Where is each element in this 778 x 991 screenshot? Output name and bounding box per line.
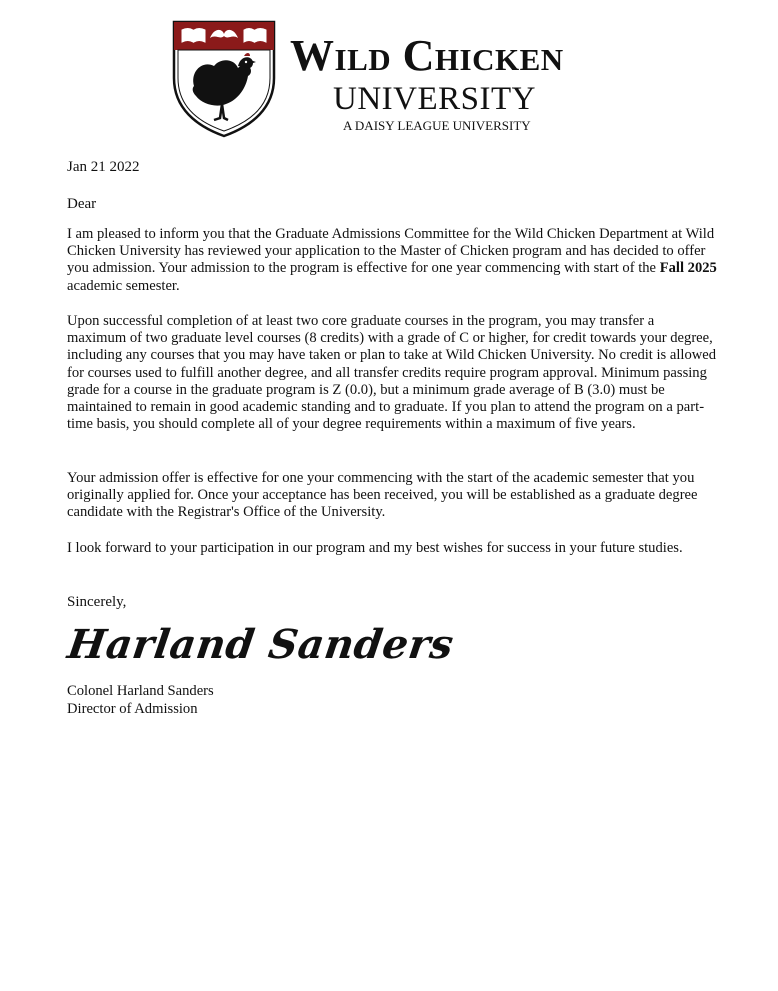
university-tagline: A DAISY LEAGUE UNIVERSITY: [343, 118, 531, 133]
paragraph-transfer-credits: Upon successful completion of at least two core graduate courses in the program, you may transfer a maximum of two graduate level courses (8 credits) with a grade of C or higher, for credit towards your degree, including any courses that you may have taken or plan to take at Wild Chicken University. No credit is allowed for courses used to fulfill another degree, and all transfer credits require program approval. Minimum passing grade for a course in the graduate program is Z (0.0), but a minimum grade average of B (3.0) must be maintained to remain in good academic standing and to graduate. If you plan to attend the program on a part-time basis, you should complete all of your degree requirements within a maximum of five years.: [67, 313, 717, 433]
chicken-crest-icon: [172, 20, 276, 138]
university-name: Wild Chicken: [290, 31, 564, 80]
closing: Sincerely,: [67, 594, 127, 610]
paragraph-closing-wishes: I look forward to your participation in our program and my best wishes for success in your future studies.: [67, 540, 683, 556]
salutation: Dear: [67, 196, 97, 212]
letterhead: [0, 0, 778, 140]
paragraph-admission-effective: Your admission offer is effective for one your commencing with the start of the academic semester that you originally applied for. Once your acceptance has been received, you will be established as a graduate degree candidate with the Registrar's Office of the University.: [67, 470, 698, 521]
paragraph-admission-offer: [67, 226, 717, 295]
paragraph-text: academic semester.: [67, 277, 180, 294]
university-subtitle: UNIVERSITY: [333, 81, 536, 117]
signature: Harland Sanders: [64, 621, 457, 668]
signer-title: Director of Admission: [67, 700, 198, 717]
paragraph-text: I am pleased to inform you that the Graduate Admissions Committee for the Wild Chicken Department at Wild Chicken University has reviewed your application to the Master of Chicken program and has decided to offer you admission. Your admission to the program is effective for one year commencing with start of the: [67, 226, 715, 277]
signer-block: [67, 683, 214, 718]
signer-name: Colonel Harland Sanders: [67, 683, 214, 699]
letter-date: Jan 21 2022: [67, 159, 140, 175]
semester-highlight: Fall 2025: [659, 260, 717, 277]
